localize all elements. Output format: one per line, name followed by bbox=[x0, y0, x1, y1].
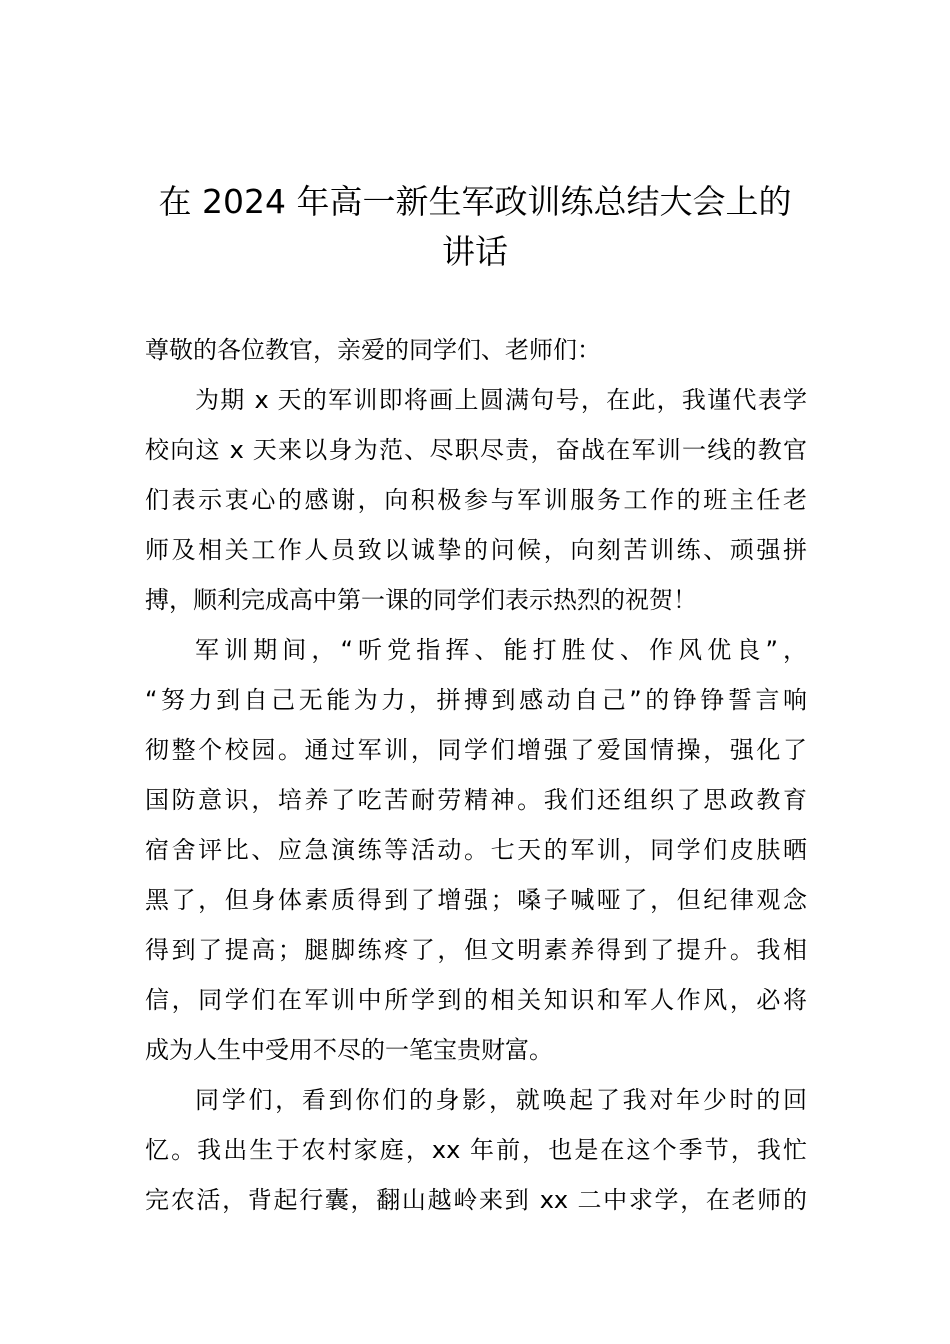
paragraph-2-line: “努力到自己无能为力，拼搏到感动自己”的铮铮誓言响 bbox=[145, 686, 807, 714]
paragraph-1-line: 为期 x 天的军训即将画上圆满句号，在此，我谨代表学 bbox=[195, 386, 807, 414]
paragraph-1-line: 搏，顺利完成高中第一课的同学们表示热烈的祝贺！ bbox=[145, 586, 697, 614]
paragraph-2-line: 黑了，但身体素质得到了增强；嗓子喊哑了，但纪律观念 bbox=[145, 886, 807, 914]
paragraph-1-line: 校向这 x 天来以身为范、尽职尽责，奋战在军训一线的教官 bbox=[145, 436, 807, 464]
paragraph-2-line: 国防意识，培养了吃苦耐劳精神。我们还组织了思政教育 bbox=[145, 786, 807, 814]
paragraph-1-line: 师及相关工作人员致以诚挚的问候，向刻苦训练、顽强拼 bbox=[145, 536, 807, 564]
paragraph-2-line: 彻整个校园。通过军训，同学们增强了爱国情操，强化了 bbox=[145, 736, 807, 764]
paragraph-1-line: 们表示衷心的感谢，向积极参与军训服务工作的班主任老 bbox=[145, 486, 807, 514]
paragraph-2-line: 信，同学们在军训中所学到的相关知识和军人作风，必将 bbox=[145, 986, 807, 1014]
paragraph-2-line: 军训期间，“听党指挥、能打胜仗、作风优良”， bbox=[195, 636, 807, 664]
paragraph-2-line: 成为人生中受用不尽的一笔宝贵财富。 bbox=[145, 1036, 553, 1064]
paragraph-2-line: 得到了提高；腿脚练疼了，但文明素养得到了提升。我相 bbox=[145, 936, 807, 964]
paragraph-3-line: 同学们，看到你们的身影，就唤起了我对年少时的回 bbox=[195, 1086, 807, 1114]
document-title-line-2: 讲话 bbox=[442, 232, 508, 271]
paragraph-3-line: 忆。我出生于农村家庭，xx 年前，也是在这个季节，我忙 bbox=[145, 1136, 807, 1164]
document-title-line-1: 在 2024 年高一新生军政训练总结大会上的 bbox=[158, 182, 792, 221]
paragraph-3-line: 完农活，背起行囊，翻山越岭来到 xx 二中求学，在老师的 bbox=[145, 1186, 807, 1214]
salutation: 尊敬的各位教官，亲爱的同学们、老师们： bbox=[145, 336, 601, 364]
paragraph-2-line: 宿舍评比、应急演练等活动。七天的军训，同学们皮肤晒 bbox=[145, 836, 807, 864]
